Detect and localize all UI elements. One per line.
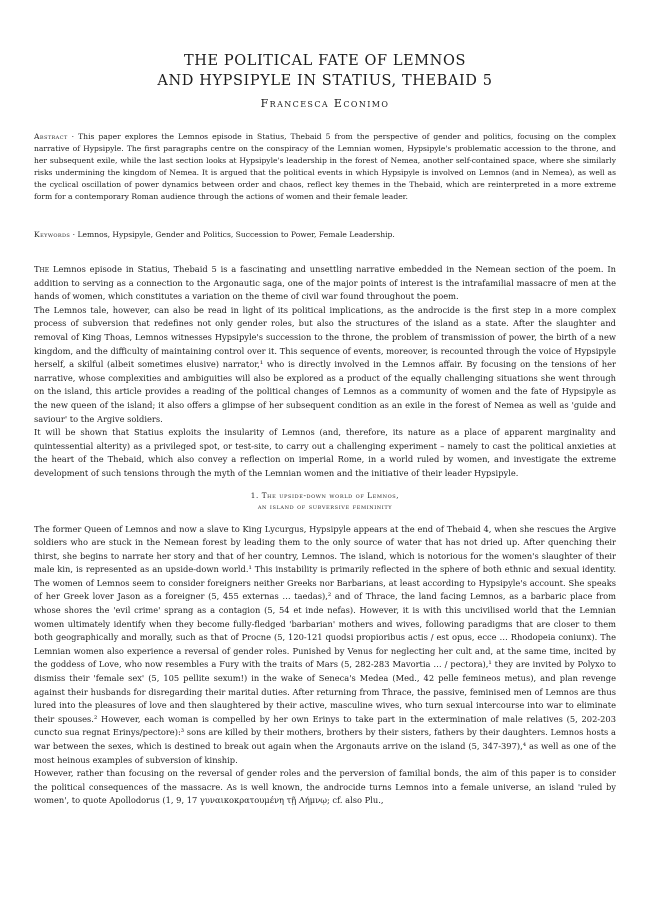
paper-title-line-1: THE POLITICAL FATE OF LEMNOS bbox=[184, 53, 466, 69]
keywords-label: Keywords bbox=[34, 230, 71, 239]
paragraph-1 bbox=[34, 263, 616, 304]
paragraph-1-text: Lemnos episode in Statius, Thebaid 5 is a fascinating and unsettling narrative embedded in the Nemean section of the poem. In addition to serving as a connection to the Argonautic saga, one of the major points of interest is the intrafamilial massacre of men at the hands of women, which constitutes a variation on the theme of civil war found throughout the poem. bbox=[34, 264, 616, 302]
paper-title-line-2: AND HYPSIPYLE IN STATIUS, THEBAID 5 bbox=[157, 73, 493, 89]
keywords bbox=[34, 229, 616, 241]
paragraph-2: The Lemnos tale, however, can also be read in light of its political implications, as the androcide is the first step in a more complex process of subversion that redefines not only gender roles, but also the structures of the island as a state. After the slaughter and removal of King Thoas, Lemnos witnesses Hypsipyle's succession to the throne, the problem of transmission of power, the birth of a new kingdom, and the difficulty of maintaining control over it. This sequence of events, moreover, is recounted through the voice of Hypsipyle herself, a skilful (albeit sometimes elusive) narrator,¹ who is directly involved in the Lemnos affair. By focusing on the tensions of her narrative, whose complexities and ambiguities will also be explored as a product of the equally challenging situations she went through on the island, this article provides a reading of the political changes of Lemnos as a community of women and the fate of Hypsipyle as the new queen of the island; it also offers a glimpse of her subsequent condition as an exile in the forest of Nemea as well as 'guide and saviour' to the Argive soldiers. bbox=[34, 304, 616, 424]
paragraph-4: The former Queen of Lemnos and now a slave to King Lycurgus, Hypsipyle appears at the end of Thebaid 4, when she rescues the Argive soldiers who are stuck in the Nemean forest by leading them to the only source of water that has not dried up. After quenching their thirst, she begins to narrate her story and that of her country, Lemnos. The island, which is notorious for the women's slaughter of their male kin, is represented as an upside-down world.¹ This instability is primarily reflected in the sphere of both ethnic and sexual identity. The women of Lemnos seem to consider foreigners neither Greeks nor Barbarians, at least according to Hypsipyle's account. She speaks of her Greek lover Jason as a foreigner (5, 455 externas … taedas),² and of Thrace, the land facing Lemnos, as a barbaric place from whose shores the 'evil crime' sprang as a contagion (5, 54 et inde nefas). However, it is with this uncivilised world that the Lemnian women ultimately identify when they become fully-fledged 'barbarian' mothers and wives, following paradigms that are closer to them both geographically and morally, such as that of Procne (5, 120-121 quodsi propioribus actis / est opus, ecce … Rhodopeia coniunx). The Lemnian women also experience a reversal of gender roles. Punished by Venus for neglecting her cult and, at the same time, incited by the goddess of Love, who now resembles a Fury with the traits of Mars (5, 282-283 Mavortia … / pectora),¹ they are invited by Polyxo to dismiss their 'female sex' (5, 105 pellite sexum!) in the wake of Seneca's Medea (Med., 42 pelle femineos metus), and plan revenge against their husbands for disregarding their marital duties. After returning from Thrace, the passive, feminised men of Lemnos are thus lured into the pleasures of love and then slaughtered by their active, masculine wives, who turn sexual intercourse into war to eliminate their spouses.² However, each woman is compelled by her own Erinys to take part in the extermination of male relatives (5, 202-203 cuncto sua regnat Erinys/pectore):³ sons are killed by their mothers, brothers by their sisters, fathers by their daughters. Lemnos hosts a war between the sexes, which is destined to break out again when the Argonauts arrive on the island (5, 347-397),⁴ as well as one of the most heinous examples of subversion of kinship. bbox=[34, 523, 616, 765]
article-body bbox=[34, 263, 616, 808]
author-name: Francesca Econimo bbox=[260, 97, 390, 110]
section-heading-line-2: an island of subversive femininity bbox=[257, 501, 393, 511]
paragraph-5: However, rather than focusing on the reversal of gender roles and the perversion of familial bonds, the aim of this paper is to consider the political consequences of the massacre. As is well known, the androcide turns Lemnos into a female universe, an island 'ruled by women', to quote Apollodorus (1, 9, 17 γυναικοκρατουμένη τῇ Λήμνῳ; cf. also Plu., bbox=[34, 768, 616, 806]
abstract bbox=[34, 131, 616, 202]
section-heading-line-1: 1. The upside-down world of Lemnos, bbox=[250, 490, 400, 500]
paragraph-3: It will be shown that Statius exploits the insularity of Lemnos (and, therefore, its nature as a place of apparent marginality and quintessential alterity) as a privileged spot, or test-site, to carry out a challenging experiment – namely to cast the political anxieties at the heart of the Thebaid, which also convey a reflection on imperial Rome, in a world ruled by women, and investigate the extreme development of such tensions through the myth of the Lemnian women and the initiative of their leader Hypsipyle. bbox=[34, 427, 616, 478]
abstract-label: Abstract bbox=[34, 132, 68, 141]
section-heading bbox=[34, 490, 616, 512]
paragraph-1-lead: The bbox=[34, 264, 50, 274]
keywords-text: · Lemnos, Hypsipyle, Gender and Politics, Succession to Power, Female Leadership. bbox=[70, 230, 395, 239]
abstract-text: · This paper explores the Lemnos episode in Statius, Thebaid 5 from the perspective of gender and politics, focusing on the complex narrative of Hypsipyle. The first paragraphs centre on the conspiracy of the Lemnian women, Hypsipyle's problematic accession to the throne, and her subsequent exile, while the last section looks at Hypsipyle's leadership in the forest of Nemea, another self-contained space, where she similarly risks undermining the kingdom of Nemea. It is argued that the political events in which Hypsipyle is involved on Lemnos (and in Nemea), as well as the cyclical oscillation of power dynamics between order and chaos, reflect key themes in the Thebaid, which are reinterpreted in a more extreme form for a contemporary Roman audience through the actions of women and their female leader. bbox=[34, 132, 616, 201]
